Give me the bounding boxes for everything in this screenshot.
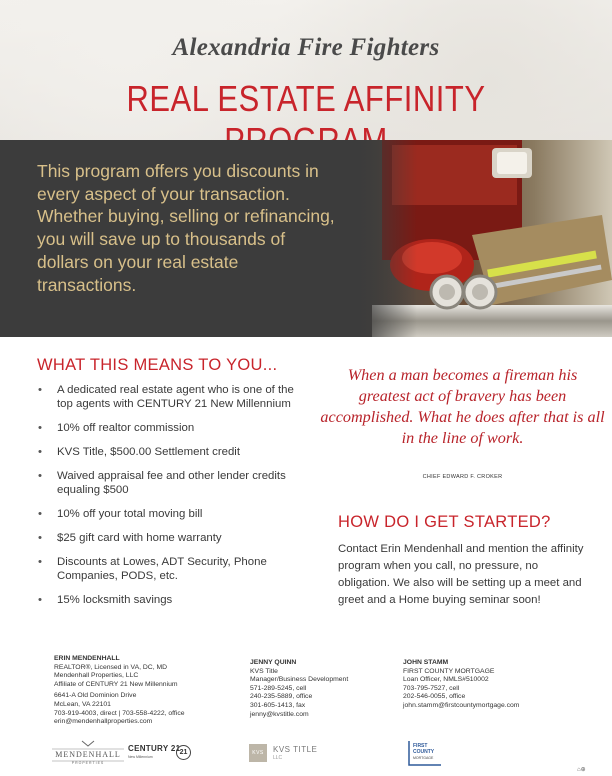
contact-line: Mendenhall Properties, LLC	[54, 672, 139, 680]
contact-line: Affiliate of CENTURY 21 New Millennium	[54, 680, 178, 688]
contact-line: 571-289-5245, cell	[250, 684, 307, 692]
list-item	[37, 384, 307, 411]
first-county-text-2: COUNTY	[413, 749, 435, 755]
bullet-icon: •	[38, 507, 42, 520]
fire-truck-photo	[352, 140, 612, 337]
header	[0, 0, 612, 140]
contact-name: JOHN STAMM	[403, 659, 449, 666]
mendenhall-logo-text: MENDENHALL	[55, 750, 121, 759]
bullet-icon: •	[38, 532, 42, 545]
bullet-icon: •	[38, 556, 42, 569]
contact-line: Loan Officer, NMLS#510002	[403, 676, 489, 684]
first-county-text-3: MORTGAGE	[413, 756, 434, 760]
bullet-icon: •	[38, 384, 42, 396]
fire-truck-illustration	[352, 140, 612, 337]
contact-line: 202-546-0055, office	[403, 693, 466, 701]
century21-logo-subtext: New Millennium	[128, 755, 153, 759]
kvs-logo-subtext: LLC	[273, 755, 283, 761]
equal-housing-icon: ⌂⊕	[577, 767, 586, 773]
kvs-logo-text: KVS TITLE	[273, 745, 318, 754]
bullet-icon: •	[38, 594, 42, 607]
contact-email[interactable]: john.stamm@firstcountymortgage.com	[403, 701, 520, 709]
first-county-mortgage-logo	[408, 740, 442, 766]
quote-attribution: CHIEF EDWARD F. CROKER	[422, 474, 503, 480]
kvs-title-logo	[249, 742, 329, 766]
contact-line: 703-795-7527, cell	[403, 684, 460, 692]
contact-line: Manager/Business Development	[250, 676, 349, 684]
contact-email[interactable]: jenny@kvstitle.com	[250, 710, 309, 718]
list-item-text: KVS Title, $500.00 Settlement credit	[57, 445, 240, 458]
list-item-text: $25 gift card with home warranty	[57, 532, 222, 545]
list-item	[37, 422, 307, 436]
contact-line: 703-919-4003, direct | 703-558-4222, office	[54, 709, 185, 717]
get-started-text: Contact Erin Mendenhall and mention the affinity program when you call, no pressure, no obligation. We also will be setting up a meet and greet and a Home buying seminar soon!	[338, 543, 584, 606]
list-item	[37, 470, 307, 497]
list-item	[37, 446, 307, 460]
firefighter-quote: When a man becomes a fireman his greatest act of bravery has been accomplished. What he does after that is all in the line of work.	[320, 366, 605, 447]
century21-badge-icon: 21	[176, 745, 191, 760]
century21-logo-text: CENTURY 21	[128, 744, 181, 753]
mendenhall-logo-subtext: PROPERTIES	[71, 761, 105, 765]
contact-name: JENNY QUINN	[250, 659, 297, 666]
contact-line: 301-605-1413, fax	[250, 701, 306, 709]
contact-line: KVS Title	[250, 667, 278, 675]
contact-jenny	[250, 659, 390, 719]
header-subtitle: Alexandria Fire Fighters	[172, 34, 440, 61]
intro-banner	[0, 140, 612, 337]
kvs-mark-icon: KVS	[249, 744, 267, 762]
list-item-text: Discounts at Lowes, ADT Security, Phone Companies, PODS, etc.	[57, 556, 267, 582]
means-heading: WHAT THIS MEANS TO YOU...	[37, 356, 278, 374]
list-item-text: Waived appraisal fee and other lender credits equaling $500	[57, 470, 286, 496]
contact-erin	[54, 655, 234, 727]
contact-line: 6641-A Old Dominion Drive	[54, 692, 137, 700]
contact-line: 240-235-5889, office	[250, 693, 313, 701]
contact-line: FIRST COUNTY MORTGAGE	[403, 667, 495, 675]
contact-email[interactable]: erin@mendenhallproperties.com	[54, 718, 153, 726]
mendenhall-logo	[52, 740, 124, 766]
century21-logo	[128, 744, 192, 766]
list-item	[37, 508, 307, 522]
bullet-icon: •	[38, 470, 42, 483]
list-item-text: 10% off your total moving bill	[57, 507, 203, 520]
bullet-icon: •	[38, 445, 42, 458]
list-item	[37, 556, 307, 583]
list-item-text: 10% off realtor commission	[57, 421, 195, 434]
benefits-list	[37, 384, 307, 618]
list-item-text: A dedicated real estate agent who is one of the top agents with CENTURY 21 New Millennium	[57, 384, 294, 410]
contact-name: ERIN MENDENHALL	[54, 655, 120, 662]
bullet-icon: •	[38, 421, 42, 434]
intro-text: This program offers you discounts in every aspect of your transaction. Whether buying, selling or refinancing, you will save up to thousands of dollars on your real estate transactions.	[37, 161, 335, 295]
contact-line: REALTOR®, Licensed in VA, DC, MD	[54, 663, 168, 671]
get-started-heading: HOW DO I GET STARTED?	[338, 513, 551, 531]
contact-line: McLean, VA 22101	[54, 700, 111, 708]
first-county-text-1: FIRST	[413, 743, 428, 749]
list-item-text: 15% locksmith savings	[57, 594, 173, 607]
page-title: REAL ESTATE AFFINITY	[126, 78, 486, 119]
list-item	[37, 594, 307, 608]
list-item	[37, 532, 307, 546]
contact-john	[403, 659, 583, 711]
